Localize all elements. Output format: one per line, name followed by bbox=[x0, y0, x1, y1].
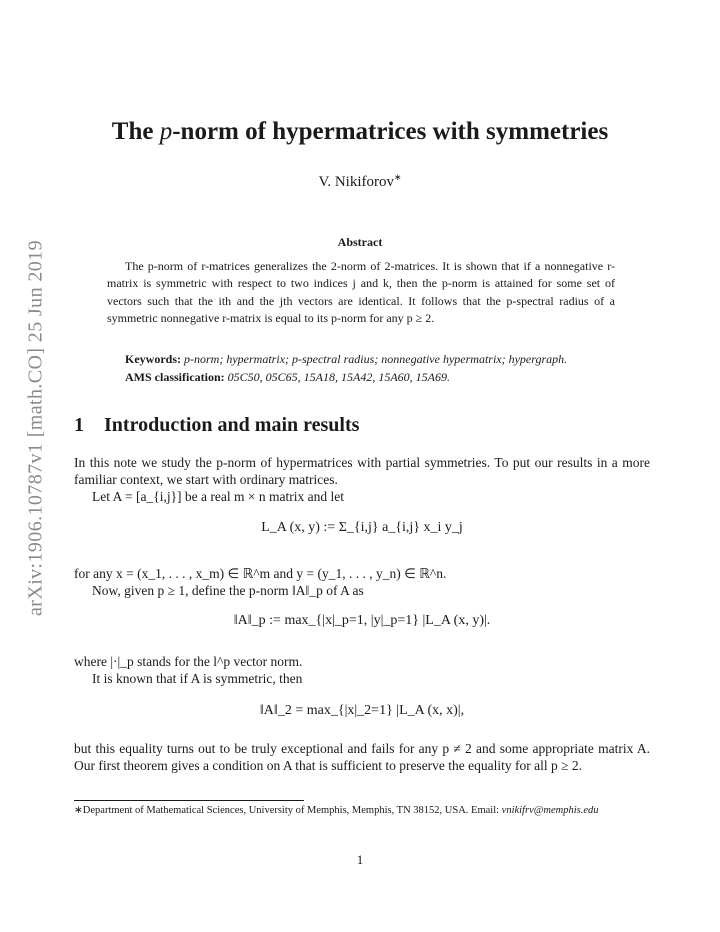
arxiv-identifier: arXiv:1906.10787v1 [math.CO] 25 Jun 2019 bbox=[24, 240, 47, 616]
page-number: 1 bbox=[356, 852, 364, 867]
equation-bilinear-form: L_A (x, y) := Σ_{i,j} a_{i,j} x_i y_j bbox=[261, 520, 463, 535]
section-heading: 1 Introduction and main results bbox=[74, 414, 360, 436]
footnote-email[interactable]: vnikifrv@memphis.edu bbox=[501, 805, 599, 816]
paper-title: The p-norm of hypermatrices with symmetries bbox=[111, 118, 609, 145]
footnote-rule bbox=[74, 800, 304, 801]
norm-definition: Now, given p ≥ 1, define the p-norm ‖A‖_p of A as bbox=[92, 583, 364, 598]
ams-line bbox=[125, 369, 625, 386]
exceptional-paragraph: but this equality turns out to be truly exceptional and fails for any p ≠ 2 and some appropriate matrix A. Our first theorem gives a condition on A that is sufficient to preserve the equality for all p ≥ 2. bbox=[74, 741, 650, 773]
footnote: ∗Department of Mathematical Sciences, University of Memphis, Memphis, TN 38152, USA. Email: vnikifrv@memphis.edu bbox=[74, 805, 599, 816]
symmetric-statement: It is known that if A is symmetric, then bbox=[92, 671, 303, 686]
abstract-heading: Abstract bbox=[337, 235, 383, 249]
ams-value: 05C50, 05C65, 15A18, 15A42, 15A60, 15A69. bbox=[227, 370, 450, 384]
keywords-value: p-norm; hypermatrix; p-spectral radius; nonnegative hypermatrix; hypergraph. bbox=[184, 352, 568, 366]
ams-label: AMS classification: bbox=[125, 370, 225, 384]
vector-definition: for any x = (x_1, . . . , x_m) ∈ ℝ^m and y = (y_1, . . . , y_n) ∈ ℝ^n. bbox=[74, 566, 447, 581]
equation-p-norm: ‖A‖_p := max_{|x|_p=1, |y|_p=1} |L_A (x, y)|. bbox=[233, 613, 491, 628]
vector-norm-note: where |·|_p stands for the l^p vector norm. bbox=[74, 654, 303, 669]
intro-paragraph: In this note we study the p-norm of hypermatrices with partial symmetries. To put our results in a more familiar context, we start with ordinary matrices. bbox=[74, 455, 650, 487]
matrix-definition: Let A = [a_{i,j}] be a real m × n matrix and let bbox=[92, 489, 344, 504]
abstract-text: The p-norm of r-matrices generalizes the 2-norm of 2-matrices. It is shown that if a nonnegative r-matrix is symmetric with respect to two indices j and k, then the p-norm is attained for some set of vectors such that the ith and the jth vectors are identical. It follows that the p-spectral radius of a symmetric nonnegative r-matrix is equal to its p-norm for any p ≥ 2. bbox=[107, 259, 615, 325]
author: V. Nikiforov∗ bbox=[318, 172, 402, 190]
keywords-line bbox=[125, 351, 625, 368]
equation-2-norm: ‖A‖_2 = max_{|x|_2=1} |L_A (x, x)|, bbox=[259, 703, 465, 718]
keywords-label: Keywords: bbox=[125, 352, 181, 366]
